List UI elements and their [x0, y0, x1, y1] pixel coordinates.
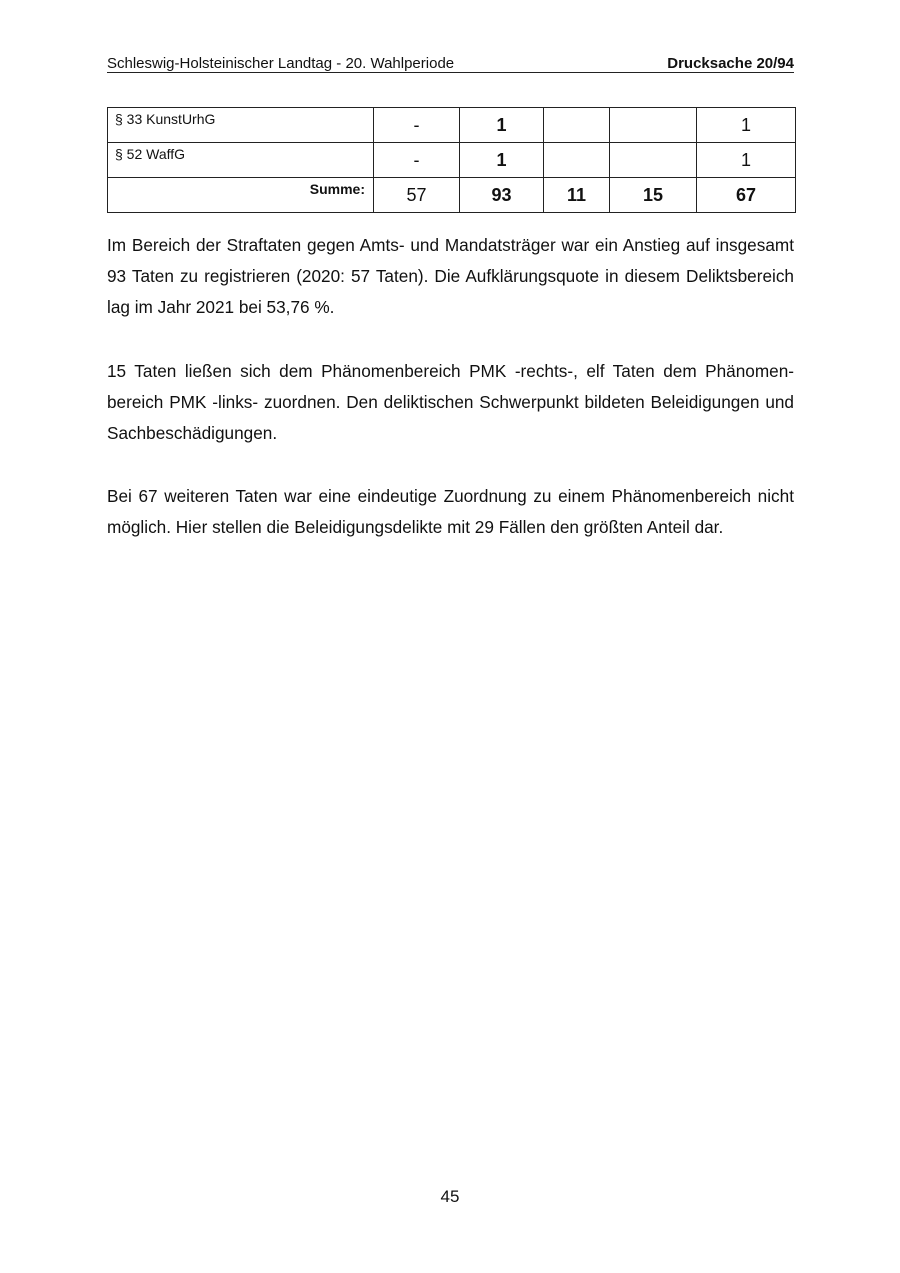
table-cell: - — [374, 143, 460, 178]
table-cell: - — [374, 108, 460, 143]
header-title: Schleswig-Holsteinischer Landtag - 20. Wahlperiode — [107, 55, 455, 72]
document-number: Drucksache 20/94 — [667, 55, 794, 72]
paragraph: Bei 67 weiteren Taten war eine eindeutige Zuordnung zu einem Phänomenbereich nicht möglich. Hier stellen die Beleidigungsdelikte mit 29 Fällen den größten Anteil dar. — [107, 486, 794, 537]
table-cell — [610, 143, 697, 178]
table-cell: 1 — [460, 108, 544, 143]
table-cell — [610, 108, 697, 143]
sum-cell: 67 — [697, 178, 796, 213]
table-cell: 1 — [697, 108, 796, 143]
paragraph: Im Bereich der Straftaten gegen Amts- und Mandatsträger war ein Anstieg auf insgesamt 93 Taten zu registrieren (2020: 57 Taten). Die Aufklärungsquote in diesem Deliktsbereich lag im Jahr 2021 bei 53,76 %. — [107, 235, 794, 317]
row-label: § 33 KunstUrhG — [108, 108, 374, 143]
sum-row — [108, 178, 796, 213]
sum-cell: 93 — [460, 178, 544, 213]
table-cell — [544, 143, 610, 178]
page-header — [107, 55, 794, 73]
sum-label: Summe: — [108, 178, 374, 213]
paragraph: 15 Taten ließen sich dem Phänomenbereich PMK -rechts-, elf Taten dem Phänomenbereich PMK -links- zuordnen. Den deliktischen Schwerpunkt bildeten Beleidigungen und Sachbeschädigungen. — [107, 361, 794, 443]
table-cell: 1 — [697, 143, 796, 178]
table-cell — [544, 108, 610, 143]
sum-cell: 15 — [610, 178, 697, 213]
sum-cell: 57 — [374, 178, 460, 213]
table-row — [108, 143, 796, 178]
page-number: 45 — [440, 1187, 460, 1206]
statistics-table — [107, 107, 796, 213]
table-row — [108, 108, 796, 143]
table-cell: 1 — [460, 143, 544, 178]
row-label: § 52 WaffG — [108, 143, 374, 178]
sum-cell: 11 — [544, 178, 610, 213]
